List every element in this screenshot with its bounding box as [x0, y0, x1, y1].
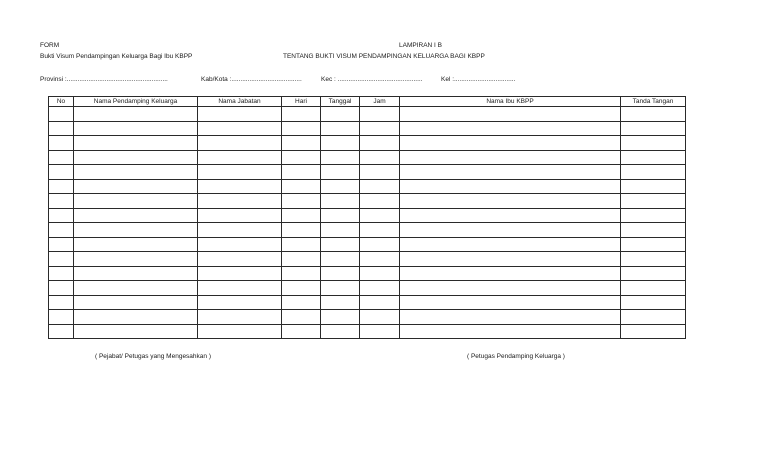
visum-table — [48, 96, 686, 339]
table-cell — [360, 237, 400, 252]
table-cell — [49, 310, 74, 325]
column-header-nama-pendamping: Nama Pendamping Keluarga — [74, 97, 198, 107]
table-cell — [198, 223, 282, 238]
table-cell — [49, 281, 74, 296]
table-cell — [74, 223, 198, 238]
table-cell — [321, 107, 360, 122]
table-cell — [282, 165, 321, 180]
table-cell — [49, 107, 74, 122]
lampiran-label: LAMPIRAN I B — [399, 42, 442, 49]
table-cell — [621, 281, 686, 296]
table-cell — [198, 252, 282, 267]
table-cell — [282, 136, 321, 151]
table-cell — [321, 266, 360, 281]
table-cell — [400, 324, 621, 339]
table-cell — [400, 237, 621, 252]
table-row — [49, 237, 686, 252]
table-cell — [621, 295, 686, 310]
table-cell — [321, 150, 360, 165]
table-cell — [360, 150, 400, 165]
table-cell — [400, 295, 621, 310]
kecamatan-field: Kec : ............................................... — [321, 76, 423, 83]
table-cell — [198, 266, 282, 281]
table-cell — [282, 121, 321, 136]
table-cell — [198, 136, 282, 151]
form-title: Bukti Visum Pendampingan Keluarga Bagi Ibu KBPP — [40, 53, 193, 60]
table-cell — [198, 150, 282, 165]
table-cell — [321, 237, 360, 252]
table-cell — [621, 165, 686, 180]
table-cell — [49, 165, 74, 180]
table-cell — [621, 136, 686, 151]
table-body — [49, 107, 686, 339]
provinsi-field: Provinsi :........................................................ — [40, 76, 168, 83]
table-cell — [360, 324, 400, 339]
table-cell — [400, 223, 621, 238]
table-cell — [49, 295, 74, 310]
table-cell — [282, 150, 321, 165]
table-row — [49, 150, 686, 165]
table-cell — [400, 179, 621, 194]
table-cell — [74, 295, 198, 310]
table-cell — [621, 310, 686, 325]
table-cell — [621, 150, 686, 165]
table-cell — [621, 237, 686, 252]
column-header-hari: Hari — [282, 97, 321, 107]
table-cell — [360, 266, 400, 281]
table-cell — [74, 165, 198, 180]
table-cell — [360, 281, 400, 296]
table-cell — [400, 107, 621, 122]
table-cell — [400, 310, 621, 325]
table-cell — [360, 121, 400, 136]
table-cell — [282, 310, 321, 325]
table-header-row — [49, 97, 686, 107]
table-cell — [282, 194, 321, 209]
table-cell — [74, 237, 198, 252]
table-cell — [49, 136, 74, 151]
table-cell — [360, 295, 400, 310]
table-cell — [400, 165, 621, 180]
lampiran-title: TENTANG BUKTI VISUM PENDAMPINGAN KELUARGA BAGI KBPP — [283, 53, 485, 60]
table-cell — [621, 194, 686, 209]
table-cell — [621, 179, 686, 194]
kabkota-field: Kab/Kota :....................................... — [201, 76, 302, 83]
table-row — [49, 107, 686, 122]
table-cell — [321, 121, 360, 136]
table-row — [49, 121, 686, 136]
table-cell — [198, 310, 282, 325]
column-header-nama-ibu: Nama Ibu KBPP — [400, 97, 621, 107]
table-cell — [282, 107, 321, 122]
table-cell — [360, 107, 400, 122]
table-cell — [282, 237, 321, 252]
table-cell — [49, 121, 74, 136]
table-cell — [74, 281, 198, 296]
column-header-tanda-tangan: Tanda Tangan — [621, 97, 686, 107]
table-cell — [360, 136, 400, 151]
table-row — [49, 281, 686, 296]
table-cell — [400, 281, 621, 296]
table-row — [49, 179, 686, 194]
table-cell — [198, 237, 282, 252]
table-row — [49, 252, 686, 267]
table-cell — [321, 252, 360, 267]
column-header-no: No — [49, 97, 74, 107]
table-cell — [74, 324, 198, 339]
table-cell — [321, 310, 360, 325]
table-cell — [360, 252, 400, 267]
table-cell — [360, 208, 400, 223]
table-cell — [282, 252, 321, 267]
table-row — [49, 295, 686, 310]
table-cell — [198, 165, 282, 180]
table-row — [49, 324, 686, 339]
table-cell — [74, 310, 198, 325]
table-row — [49, 310, 686, 325]
table-cell — [400, 150, 621, 165]
table-cell — [321, 223, 360, 238]
table-cell — [49, 266, 74, 281]
table-cell — [321, 281, 360, 296]
table-cell — [400, 208, 621, 223]
table-row — [49, 136, 686, 151]
table-cell — [49, 324, 74, 339]
table-row — [49, 208, 686, 223]
table-cell — [282, 208, 321, 223]
table-cell — [74, 121, 198, 136]
table-cell — [400, 252, 621, 267]
table-cell — [49, 208, 74, 223]
table-cell — [74, 136, 198, 151]
table-cell — [621, 324, 686, 339]
table-cell — [74, 194, 198, 209]
table-row — [49, 266, 686, 281]
table-cell — [360, 179, 400, 194]
table-cell — [321, 165, 360, 180]
table-cell — [621, 223, 686, 238]
table-cell — [321, 179, 360, 194]
table-cell — [321, 208, 360, 223]
table-cell — [621, 208, 686, 223]
table-cell — [360, 194, 400, 209]
table-cell — [321, 136, 360, 151]
table-cell — [74, 107, 198, 122]
form-label: FORM — [40, 42, 60, 49]
signature-right-label: ( Petugas Pendamping Keluarga ) — [467, 353, 565, 360]
column-header-tanggal: Tanggal — [321, 97, 360, 107]
table-cell — [198, 208, 282, 223]
table-cell — [49, 150, 74, 165]
table-cell — [321, 324, 360, 339]
table-cell — [49, 223, 74, 238]
column-header-jam: Jam — [360, 97, 400, 107]
table-cell — [360, 310, 400, 325]
table-cell — [282, 281, 321, 296]
signature-left-label: ( Pejabat/ Petugas yang Mengesahkan ) — [95, 353, 211, 360]
kelurahan-field: Kel :.................................. — [441, 76, 516, 83]
table-cell — [198, 194, 282, 209]
table-cell — [621, 121, 686, 136]
table-cell — [621, 266, 686, 281]
table-cell — [198, 121, 282, 136]
table-cell — [321, 194, 360, 209]
table-cell — [400, 266, 621, 281]
table-cell — [198, 107, 282, 122]
table-cell — [282, 295, 321, 310]
table-cell — [282, 223, 321, 238]
table-cell — [360, 223, 400, 238]
table-cell — [282, 324, 321, 339]
table-cell — [49, 252, 74, 267]
table-cell — [321, 295, 360, 310]
table-cell — [621, 107, 686, 122]
column-header-nama-jabatan: Nama Jabatan — [198, 97, 282, 107]
table-cell — [74, 150, 198, 165]
table-cell — [49, 237, 74, 252]
table-cell — [49, 179, 74, 194]
table-row — [49, 223, 686, 238]
table-cell — [282, 266, 321, 281]
table-cell — [74, 208, 198, 223]
table-cell — [360, 165, 400, 180]
table-cell — [198, 324, 282, 339]
table-cell — [621, 252, 686, 267]
table-cell — [400, 121, 621, 136]
table-row — [49, 194, 686, 209]
table-cell — [282, 179, 321, 194]
table-cell — [198, 179, 282, 194]
table-cell — [198, 295, 282, 310]
table-cell — [400, 194, 621, 209]
table-cell — [400, 136, 621, 151]
table-cell — [74, 266, 198, 281]
table-row — [49, 165, 686, 180]
table-cell — [49, 194, 74, 209]
table-cell — [74, 179, 198, 194]
table-cell — [198, 281, 282, 296]
table-cell — [74, 252, 198, 267]
